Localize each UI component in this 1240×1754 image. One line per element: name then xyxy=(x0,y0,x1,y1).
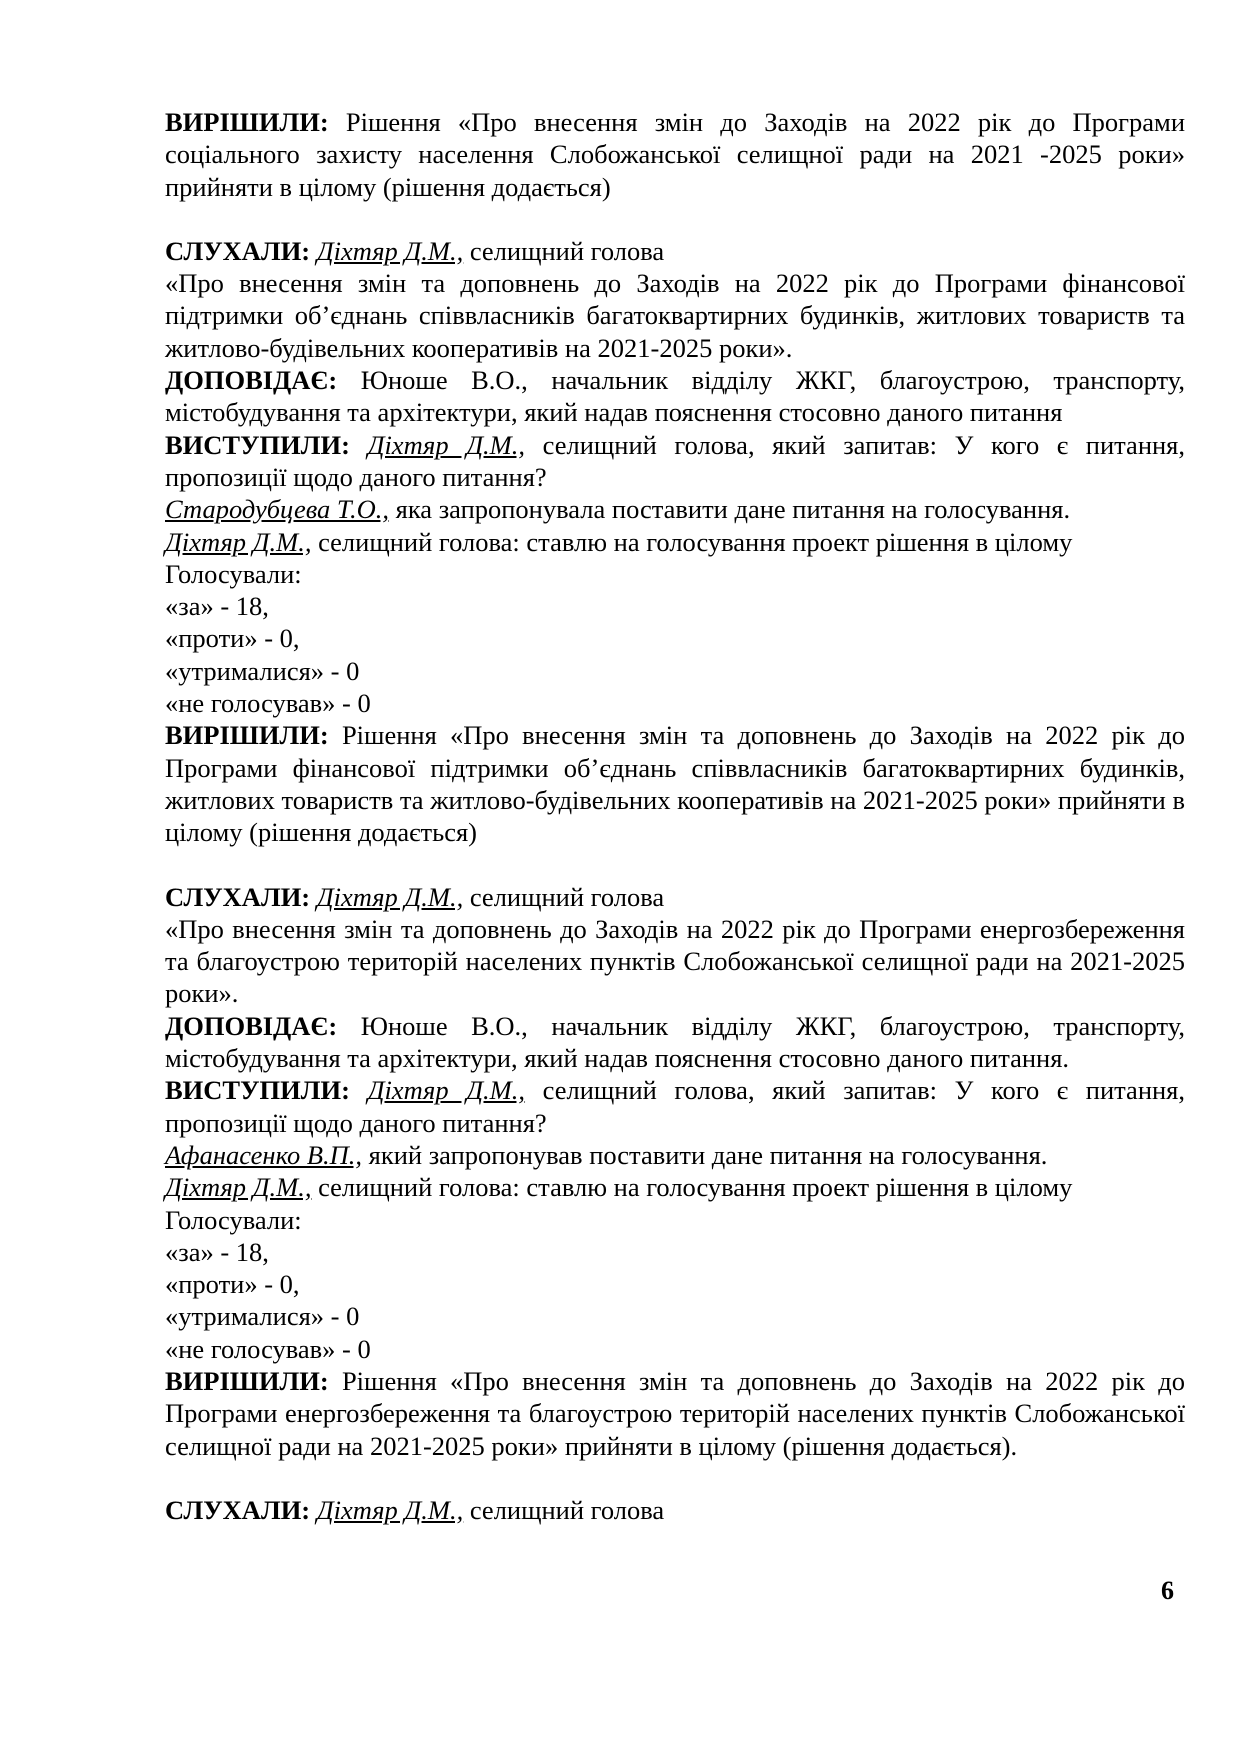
speaker-name: Діхтяр Д.М., xyxy=(165,526,312,557)
vote-for: «за» - 18, xyxy=(165,1236,269,1267)
spacer xyxy=(165,1462,1185,1494)
reports-label: ДОПОВІДАЄ: xyxy=(165,1010,338,1041)
speaker-name: Діхтяр Д.М., xyxy=(367,429,526,460)
resolved-label: ВИРІШИЛИ: xyxy=(165,1365,329,1396)
speaker-name: Діхтяр Д.М., xyxy=(316,235,464,266)
heard-label: СЛУХАЛИ: xyxy=(165,1494,311,1525)
resolved-text: Рішення «Про внесення змін до Заходів на 2022 рік до Програми соціального захисту населення Слобожанської селищної ради на 2021 -2025 роки» прийняти в цілому (рішення додається) xyxy=(165,107,1185,202)
spoke-paragraph xyxy=(165,429,1185,494)
reports-text: Юноше В.О., начальник відділу ЖКГ, благоустрою, транспорту, містобудування та архітектури, який надав пояснення стосовно даного питання. xyxy=(165,1010,1185,1074)
speaker-name: Стародубцева Т.О., xyxy=(165,494,390,525)
spoke-label: ВИСТУПИЛИ: xyxy=(165,1075,350,1106)
spacer xyxy=(165,203,1185,235)
reports-paragraph xyxy=(165,1010,1185,1075)
speaker-role: селищний голова xyxy=(463,235,665,266)
resolved-paragraph xyxy=(165,106,1185,203)
spoke-text: селищний голова, який запитав: У кого є питання, пропозиції щодо даного питання? xyxy=(165,429,1185,492)
vote-against: «проти» - 0, xyxy=(165,623,300,654)
voted-label: Голосували: xyxy=(165,558,302,589)
heard-label: СЛУХАЛИ: xyxy=(165,881,311,912)
proposal-line xyxy=(165,493,1185,525)
reports-paragraph xyxy=(165,364,1185,429)
speaker-name: Діхтяр Д.М., xyxy=(367,1075,526,1106)
speaker-name: Діхтяр Д.М., xyxy=(316,881,464,912)
vote-abstain: «утрималися» - 0 xyxy=(165,655,360,686)
proposal-line xyxy=(165,1139,1185,1171)
heard-line xyxy=(165,881,1185,913)
heard-line xyxy=(165,1494,1185,1526)
vote-for: «за» - 18, xyxy=(165,591,269,622)
resolved-text: Рішення «Про внесення змін та доповнень до Заходів на 2022 рік до Програми енергозбереження та благоустрою територій населених пунктів Слобожанської селищної ради на 2021-2025 роки» прийняти в цілому (рішення додається). xyxy=(165,1365,1185,1461)
vote-against: «проти» - 0, xyxy=(165,1269,300,1300)
heard-line xyxy=(165,235,1185,267)
voted-label: Голосували: xyxy=(165,1204,302,1235)
resolved-label: ВИРІШИЛИ: xyxy=(165,107,329,137)
spacer xyxy=(165,849,1185,881)
page-number: 6 xyxy=(1161,1576,1174,1605)
vote-call-line xyxy=(165,1171,1185,1203)
resolved-paragraph xyxy=(165,719,1185,848)
reports-text: Юноше В.О., начальник відділу ЖКГ, благоустрою, транспорту, містобудування та архітектури, який надав пояснення стосовно даного питання xyxy=(165,365,1185,428)
spoke-label: ВИСТУПИЛИ: xyxy=(165,429,350,460)
proposal-text: який запропонував поставити дане питання на голосування. xyxy=(362,1139,1048,1170)
resolved-paragraph xyxy=(165,1365,1185,1462)
speaker-role: селищний голова xyxy=(463,1494,665,1525)
spoke-paragraph xyxy=(165,1074,1185,1139)
document-page xyxy=(165,106,1185,1526)
vote-not-voted: «не голосував» - 0 xyxy=(165,1333,371,1364)
resolved-label: ВИРІШИЛИ: xyxy=(165,720,329,751)
heard-label: СЛУХАЛИ: xyxy=(165,235,311,266)
vote-call-line xyxy=(165,526,1185,558)
speaker-name: Діхтяр Д.М., xyxy=(165,1172,312,1203)
proposal-text: яка запропонувала поставити дане питання на голосування. xyxy=(389,494,1071,525)
agenda-topic: «Про внесення змін та доповнень до Заходів на 2022 рік до Програми фінансової підтримки об’єднань співвласників багатоквартирних будинків, житлових товариств та житлово-будівельних кооперативів на 2021-2025 роки». xyxy=(165,268,1185,363)
speaker-name: Афанасенко В.П., xyxy=(165,1139,363,1170)
vote-not-voted: «не голосував» - 0 xyxy=(165,688,371,719)
resolved-text: Рішення «Про внесення змін та доповнень до Заходів на 2022 рік до Програми фінансової підтримки об’єднань співвласників багатоквартирних будинків, житлових товариств та житлово-будівельних кооперативів на 2021-2025 роки» прийняти в цілому (рішення додається) xyxy=(165,720,1185,848)
vote-call-text: селищний голова: ставлю на голосування проект рішення в цілому xyxy=(311,526,1073,557)
speaker-name: Діхтяр Д.М., xyxy=(316,1494,464,1525)
reports-label: ДОПОВІДАЄ: xyxy=(165,365,338,396)
speaker-role: селищний голова xyxy=(463,881,665,912)
spoke-text: селищний голова, який запитав: У кого є питання, пропозиції щодо даного питання? xyxy=(165,1075,1185,1138)
vote-call-text: селищний голова: ставлю на голосування проект рішення в цілому xyxy=(311,1172,1073,1203)
vote-abstain: «утрималися» - 0 xyxy=(165,1301,360,1332)
agenda-topic: «Про внесення змін та доповнень до Заходів на 2022 рік до Програми енергозбереження та благоустрою територій населених пунктів Слобожанської селищної ради на 2021-2025 роки». xyxy=(165,913,1185,1009)
